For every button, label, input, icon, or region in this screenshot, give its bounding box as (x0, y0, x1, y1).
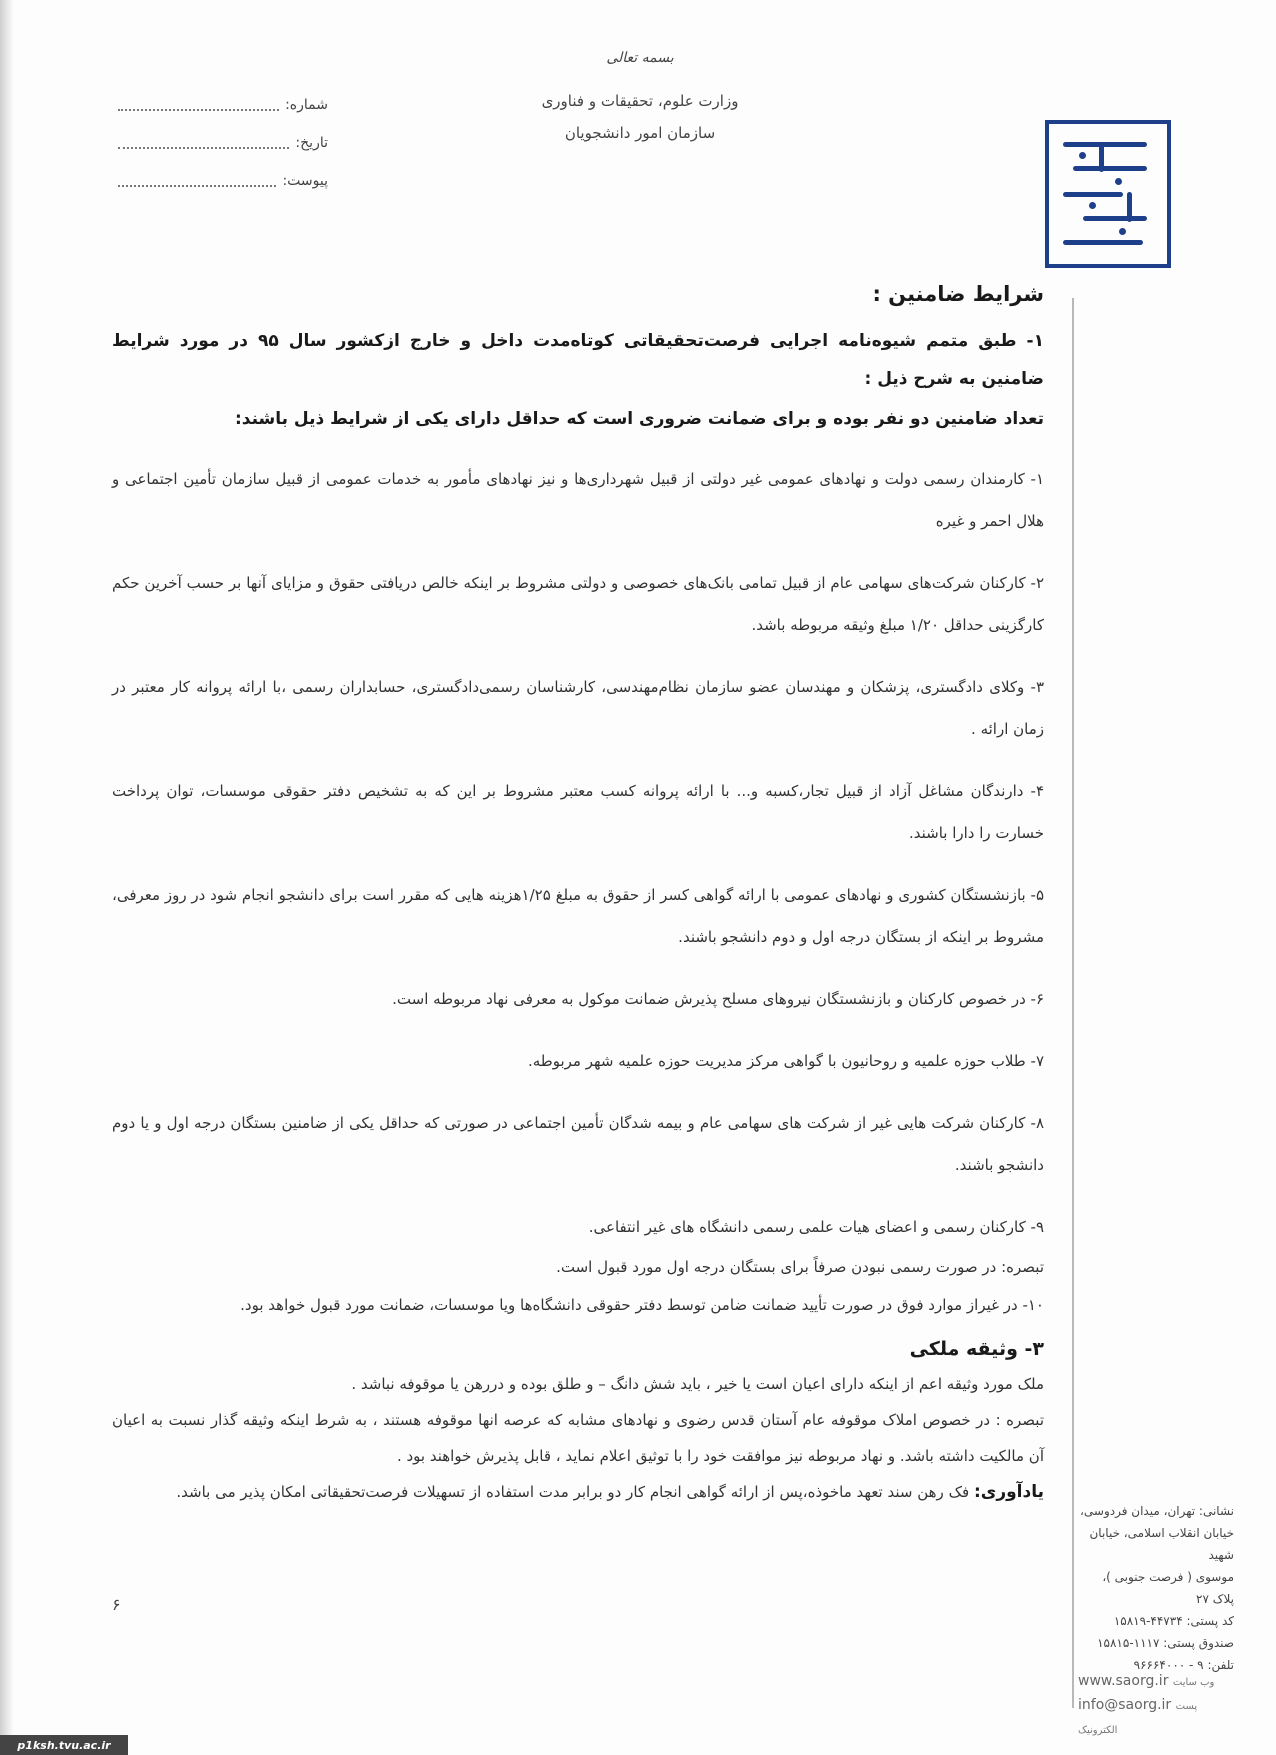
condition-item: ۷- طلاب حوزه علمیه و روحانیون با گواهی مرکز مدیریت حوزه علمیه شهر مربوطه. (527, 1052, 1044, 1070)
website-link[interactable]: www.saorg.ir (1078, 1673, 1169, 1689)
condition-item: ۸- کارکنان شرکت هایی غیر از شرکت های سهامی عام و بیمه شدگان تأمین اجتماعی در صورتی که حداقل یکی از ضامنین بستگان درجه اول و یا دوم دانشجو باشند. (112, 1114, 1044, 1174)
address-line: خیابان انقلاب اسلامی، خیابان شهید (1089, 1526, 1234, 1562)
organization-logo-icon (1045, 120, 1171, 268)
intro-paragraph: ۱- طبق متمم شیوه‌نامه اجرایی فرصت‌تحقیقاتی کوتاه‌مدت داخل و خارج ازکشور سال ۹۵ در مورد شرایط ضامنین به شرح ذیل : (112, 331, 1044, 389)
number-field (118, 86, 328, 124)
bismillah: بسمه تعالی (606, 50, 674, 66)
email-link[interactable]: info@saorg.ir (1078, 1697, 1172, 1713)
collateral-paragraph: ملک مورد وثیقه اعم از اینکه دارای اعیان است یا خیر ، باید شش دانگ – و طلق بوده و دررهن یا موقوفه نباشد . (351, 1375, 1044, 1393)
letter-meta-fields (118, 86, 328, 200)
reminder-text: فک رهن سند تعهد ماخوذه،پس از ارائه گواهی انجام کار دو برابر مدت استفاده از تسهیلات فرصت‌تحقیقاتی امکان پذیر می باشد. (176, 1483, 974, 1501)
scan-edge (0, 0, 14, 1755)
condition-item: ۳- وکلای دادگستری، پزشکان و مهندسان عضو سازمان نظام‌مهندسی، کارشناسان رسمی‌دادگستری، حسابداران رسمی ،با ارائه پروانه کار معتبر در زمان ارائه . (112, 678, 1044, 738)
letterhead (420, 50, 860, 142)
contact-address (1078, 1500, 1234, 1676)
source-watermark: p1ksh.tvu.ac.ir (0, 1735, 128, 1755)
email-label: پست الکترونیک (1078, 1701, 1198, 1736)
section-title: شرایط ضامنین : (872, 282, 1044, 306)
phone: تلفن: ۹ - ۹۶۶۶۴۰۰۰ (1133, 1658, 1234, 1672)
condition-item-10: ۱۰- در غیراز موارد فوق در صورت تأیید ضمانت ضامن توسط دفتر حقوقی دانشگاه‌ها ویا موسسات، ضمانت مورد قبول خواهد بود. (240, 1296, 1044, 1314)
sidebar-divider (1072, 298, 1074, 1708)
ministry-name: وزارت علوم، تحقیقات و فناوری (541, 92, 739, 110)
note-item-9: تبصره: در صورت رسمی نبودن صرفاً برای بستگان درجه اول مورد قبول است. (556, 1258, 1044, 1276)
reminder-paragraph (112, 1474, 1044, 1510)
condition-item: ۶- در خصوص کارکنان و بازنشستگان نیروهای مسلح پذیرش ضمانت موکول به معرفی نهاد مربوطه است. (392, 990, 1044, 1008)
document-body (112, 282, 1044, 1510)
condition-item: ۲- کارکنان شرکت‌های سهامی عام از قبیل تمامی بانک‌های خصوصی و دولتی مشروط بر اینکه خالص دریافتی حقوق و مزایای آنها بر حسب آخرین حکم کارگزینی حداقل ۱/۲۰ مبلغ وثیقه مربوطه باشد. (112, 574, 1044, 634)
date-label: تاریخ: (295, 135, 328, 151)
website-label: وب سایت (1172, 1677, 1215, 1688)
reminder-label: یادآوری: (973, 1482, 1044, 1502)
address-line: موسوی ( فرصت جنوبی )، پلاک ۲۷ (1102, 1570, 1234, 1606)
date-field (118, 124, 328, 162)
condition-item: ۹- کارکنان رسمی و اعضای هیات علمی رسمی دانشگاه های غیر انتفاعی. (588, 1218, 1044, 1236)
attachment-label: پیوست: (282, 173, 328, 189)
number-label: شماره: (285, 97, 328, 113)
condition-item: ۵- بازنشستگان کشوری و نهادهای عمومی با ارائه گواهی کسر از حقوق به مبلغ ۱/۲۵هزینه هایی که مقرر است برای دانشجو انجام شود در روز معرفی، مشروط بر اینکه از بستگان درجه اول و دوم دانشجو باشند. (112, 886, 1044, 946)
attachment-field (118, 162, 328, 200)
address-line: نشانی: تهران، میدان فردوسی، (1080, 1504, 1234, 1518)
organization-name: سازمان امور دانشجویان (564, 124, 716, 142)
condition-item: ۱- کارمندان رسمی دولت و نهادهای عمومی غیر دولتی از قبیل شهرداری‌ها و نیز نهادهای مأمور به خدمات عمومی از قبیل سازمان تأمین اجتماعی و هلال احمر و غیره (112, 470, 1044, 530)
collateral-heading: ۳- وثیقه ملکی (909, 1338, 1044, 1360)
page-number: ۶ (112, 1595, 121, 1614)
po-box: صندوق پستی: ۱۱۱۷-۱۵۸۱۵ (1097, 1636, 1234, 1650)
postal-code: کد پستی: ۴۴۷۳۴-۱۵۸۱۹ (1113, 1614, 1234, 1628)
web-contact (1078, 1670, 1238, 1742)
guarantor-count-paragraph: تعداد ضامنین دو نفر بوده و برای ضمانت ضروری است که حداقل دارای یکی از شرایط ذیل باشند: (234, 409, 1044, 429)
collateral-note: تبصره : در خصوص املاک موقوفه عام آستان قدس رضوی و نهادهای مشابه که عرصه انها موقوفه هستند ، به شرط اینکه وثیقه گذار نسبت به اعیان آن مالکیت داشته باشد. و نهاد مربوطه نیز موافقت خود را با توثیق اعلام نماید ، قابل پذیرش خواهند بود . (112, 1411, 1044, 1465)
condition-item: ۴- دارندگان مشاغل آزاد از قبیل تجار،کسبه و... با ارائه پروانه کسب معتبر مشروط بر این که به تشخیص دفتر حقوقی موسسات، توان پرداخت خسارت را دارا باشند. (112, 782, 1044, 842)
